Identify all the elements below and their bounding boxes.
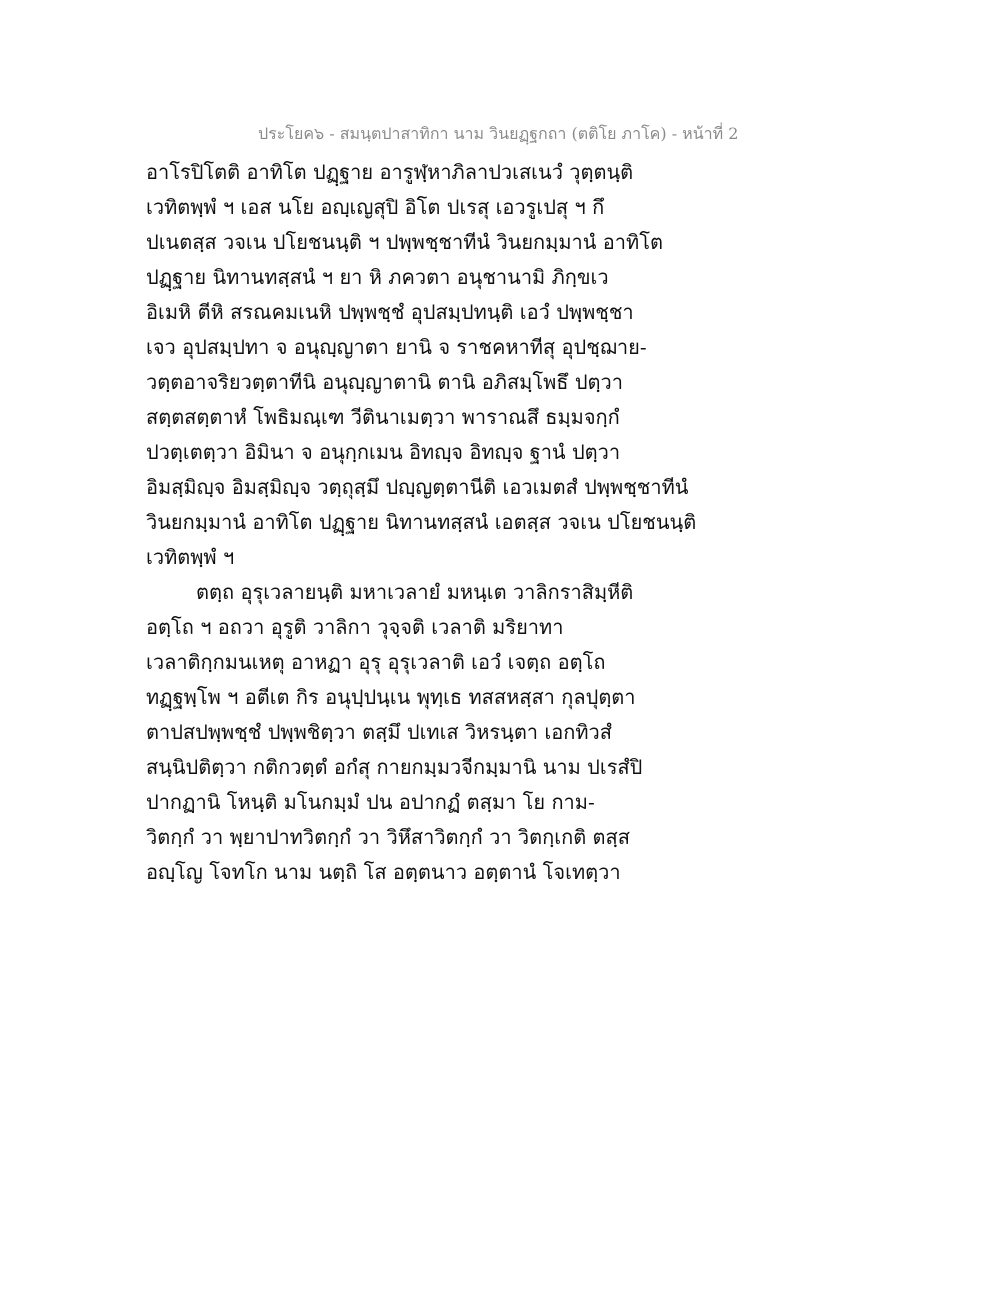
page-header: ประโยค๖ - สมนฺตปาสาทิกา นาม วินยฏฺฐกถา (ตติโย ภาโค) - หน้าที่ 2 [258,124,739,143]
text-line: อญฺโญ โจทโก นาม นตฺถิ โส อตฺตนาว อตฺตานํ โจเทตฺวา [146,860,621,884]
text-line: อิมสฺมิญฺจ อิมสฺมิญฺจ วตฺถุสฺมึ ปญฺญตฺตานีติ เอวเมตสํ ปพฺพชฺชาทีนํ [146,475,689,499]
text-line: เวทิตพฺพํ ฯ [146,545,235,569]
paragraph-2 [146,575,706,890]
text-line: สนฺนิปติตฺวา กติกวตฺตํ อกํสุ กายกมฺมวจีกมฺมานิ นาม ปเรสํปิ [146,755,643,779]
text-line: อิเมหิ ตีหิ สรณคมเนหิ ปพฺพชฺชํ อุปสมฺปทนฺติ เอวํ ปพฺพชฺชา [146,300,634,324]
text-line: วิตกฺกํ วา พฺยาปาทวิตกฺกํ วา วิหึสาวิตกฺกํ วา วิตกฺเกติ ตสฺส [146,825,630,849]
paragraph-1 [146,155,706,575]
text-line: ปเนตสฺส วจเน ปโยชนนฺติ ฯ ปพฺพชฺชาทีนํ วินยกมฺมานํ อาทิโต [146,230,663,254]
body-text [146,155,706,890]
text-line: เวลาติกฺกมนเหตุ อาหฏา อุรุ อุรุเวลาติ เอวํ เจตฺถ อตฺโถ [146,650,606,674]
text-line: ปฏฺฐาย นิทานทสฺสนํ ฯ ยา หิ ภควตา อนุชานามิ ภิกฺขเว [146,265,609,289]
text-line: สตฺตสตฺตาหํ โพธิมณฺเฑ วีตินาเมตฺวา พาราณสึ ธมฺมจกฺกํ [146,405,620,429]
text-line: ตตฺถ อุรุเวลายนฺติ มหาเวลายํ มหนฺเต วาลิกราสิมฺหีติ [196,580,634,604]
text-line: อตฺโถ ฯ อถวา อุรูติ วาลิกา วุจฺจติ เวลาติ มริยาทา [146,615,564,639]
text-line: วินยกมฺมานํ อาทิโต ปฏฺฐาย นิทานทสฺสนํ เอตสฺส วจเน ปโยชนนฺติ [146,510,697,534]
text-line: วตฺตอาจริยวตฺตาทีนิ อนุญฺญาตานิ ตานิ อภิสมฺโพธึ ปตฺวา [146,370,623,394]
text-line: อาโรปิโตติ อาทิโต ปฏฺฐาย อารูฬฺหาภิลาปวเสเนวํ วุตฺตนฺติ [146,160,634,184]
text-line: ทฏฺฐพฺโพ ฯ อตีเต กิร อนุปฺปนฺเน พุทฺเธ ทสสหสฺสา กุลปุตฺตา [146,685,636,709]
text-line: ตาปสปพฺพชฺชํ ปพฺพชิตฺวา ตสฺมึ ปเทเส วิหรนฺตา เอกทิวสํ [146,720,612,744]
text-line: ปากฏานิ โหนฺติ มโนกมฺมํ ปน อปากฏํ ตสฺมา โย กาม- [146,790,595,814]
text-line: เจว อุปสมฺปทา จ อนุญฺญาตา ยานิ จ ราชคหาทีสุ อุปชฺฌาย- [146,335,647,359]
text-line: ปวตฺเตตฺวา อิมินา จ อนุกฺกเมน อิทญฺจ อิทญฺจ ฐานํ ปตฺวา [146,440,621,464]
text-line: เวทิตพฺพํ ฯ เอส นโย อญฺเญสุปิ อิโต ปเรสุ เอวรูเปสุ ฯ กึ [146,195,605,219]
